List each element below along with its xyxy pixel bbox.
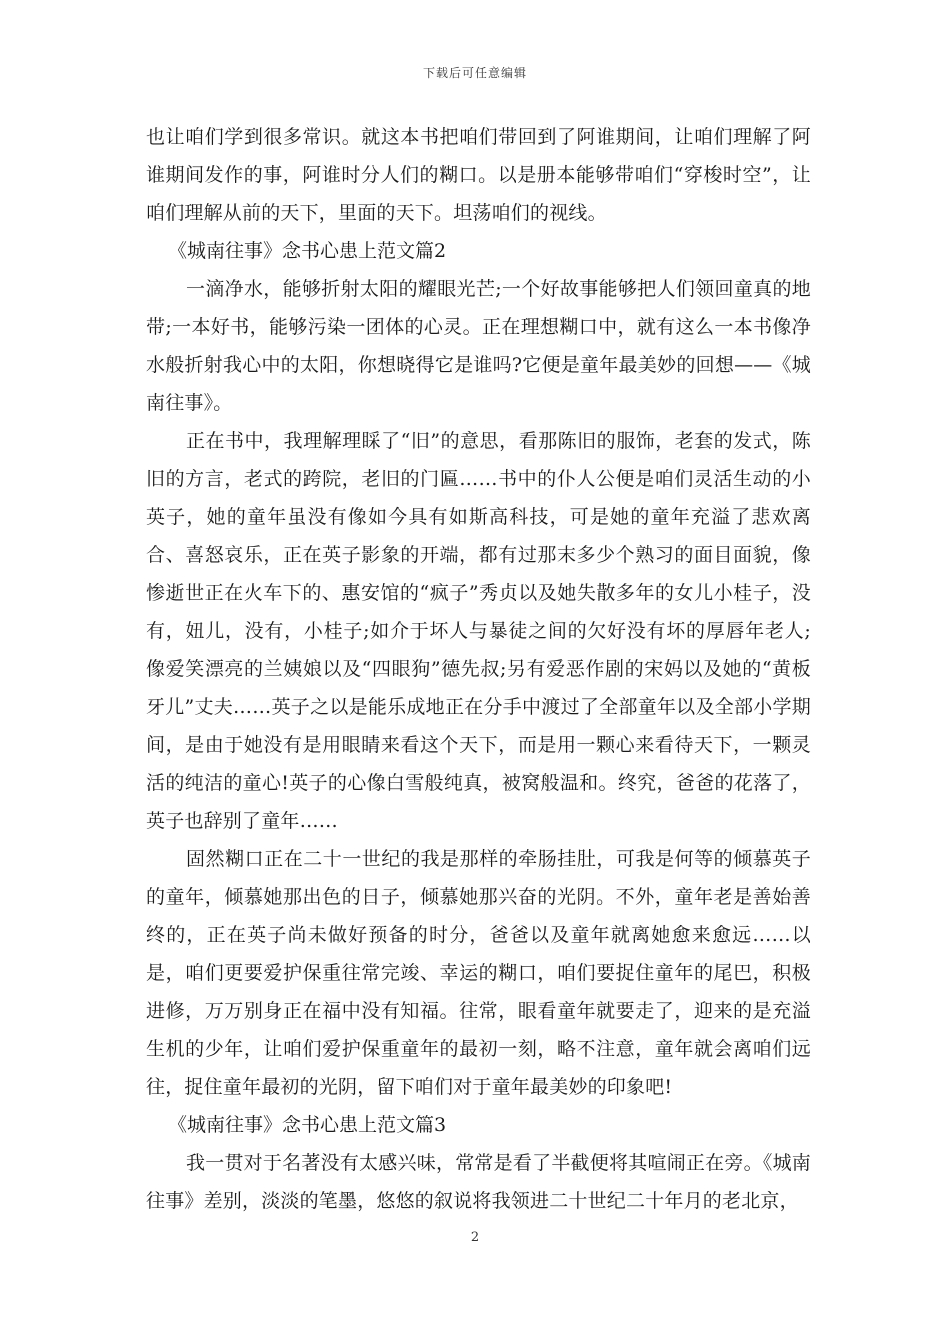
- page-header: 下载后可任意编辑: [422, 66, 527, 80]
- paragraph: 正在书中，我理解理睬了“旧”的意思，看那陈旧的服饰，老套的发式，陈旧的方言，老式的跨院，老旧的门匾……书中的仆人公便是咱们灵活生动的小英子，她的童年虽没有像如今具有如斯高科技，可是她的童年充溢了悲欢离合、喜怒哀乐，正在英子影象的开端，都有过那末多少个熟习的面目面貌，像惨逝世正在火车下的、惠安馆的“疯子”秀贞以及她失散多年的女儿小桂子，没有，妞儿，没有，小桂子;如介于坏人与暴徒之间的欠好没有坏的厚唇年老人;像爱笑漂亮的兰姨娘以及“四眼狗”德先叔;另有爱恶作剧的宋妈以及她的“黄板牙儿”丈夫……英子之以是能乐成地正在分手中渡过了全部童年以及全部小学期间，是由于她没有是用眼睛来看这个天下，而是用一颗心来看待天下，一颗灵活的纯洁的童心!英子的心像白雪般纯真，被窝般温和。终究，爸爸的花落了，英子也辞别了童年……: [146, 430, 811, 832]
- paragraph-continuation: 也让咱们学到很多常识。就这本书把咱们带回到了阿谁期间，让咱们理解了阿谁期间发作的事，阿谁时分人们的糊口。以是册本能够带咱们“穿梭时空”，让咱们理解从前的天下，里面的天下。坦荡咱们的视线。: [146, 126, 811, 224]
- page-number: 2: [470, 1230, 480, 1245]
- paragraph: 固然糊口正在二十一世纪的我是那样的牵肠挂肚，可我是何等的倾慕英子的童年，倾慕她那出色的日子，倾慕她那兴奋的光阴。不外，童年老是善始善终的，正在英子尚未做好预备的时分，爸爸以及童年就离她愈来愈远……以是，咱们更要爱护保重往常完竣、幸运的糊口，咱们要捉住童年的尾巴，积极进修，万万别身正在福中没有知福。往常，眼看童年就要走了，迎来的是充溢生机的少年，让咱们爱护保重童年的最初一刻，略不注意，童年就会离咱们远往，捉住童年最初的光阴，留下咱们对于童年最美妙的印象吧!: [146, 848, 811, 1098]
- paragraph: 我一贯对于名著没有太感兴味，常常是看了半截便将其喧闹正在旁。《城南往事》差别，淡淡的笔墨，悠悠的叙说将我领进二十世纪二十年月的老北京，: [146, 1152, 811, 1212]
- document-body: [146, 118, 811, 1220]
- paragraph: 一滴净水，能够折射太阳的耀眼光芒;一个好故事能够把人们领回童真的地带;一本好书，能够污染一团体的心灵。正在理想糊口中，就有这么一本书像净水般折射我心中的太阳，你想晓得它是谁吗?它便是童年最美妙的回想——《城南往事》。: [146, 278, 811, 414]
- section-heading-2: 《城南往事》念书心患上范文篇2: [168, 240, 447, 262]
- section-heading-3: 《城南往事》念书心患上范文篇3: [168, 1114, 447, 1136]
